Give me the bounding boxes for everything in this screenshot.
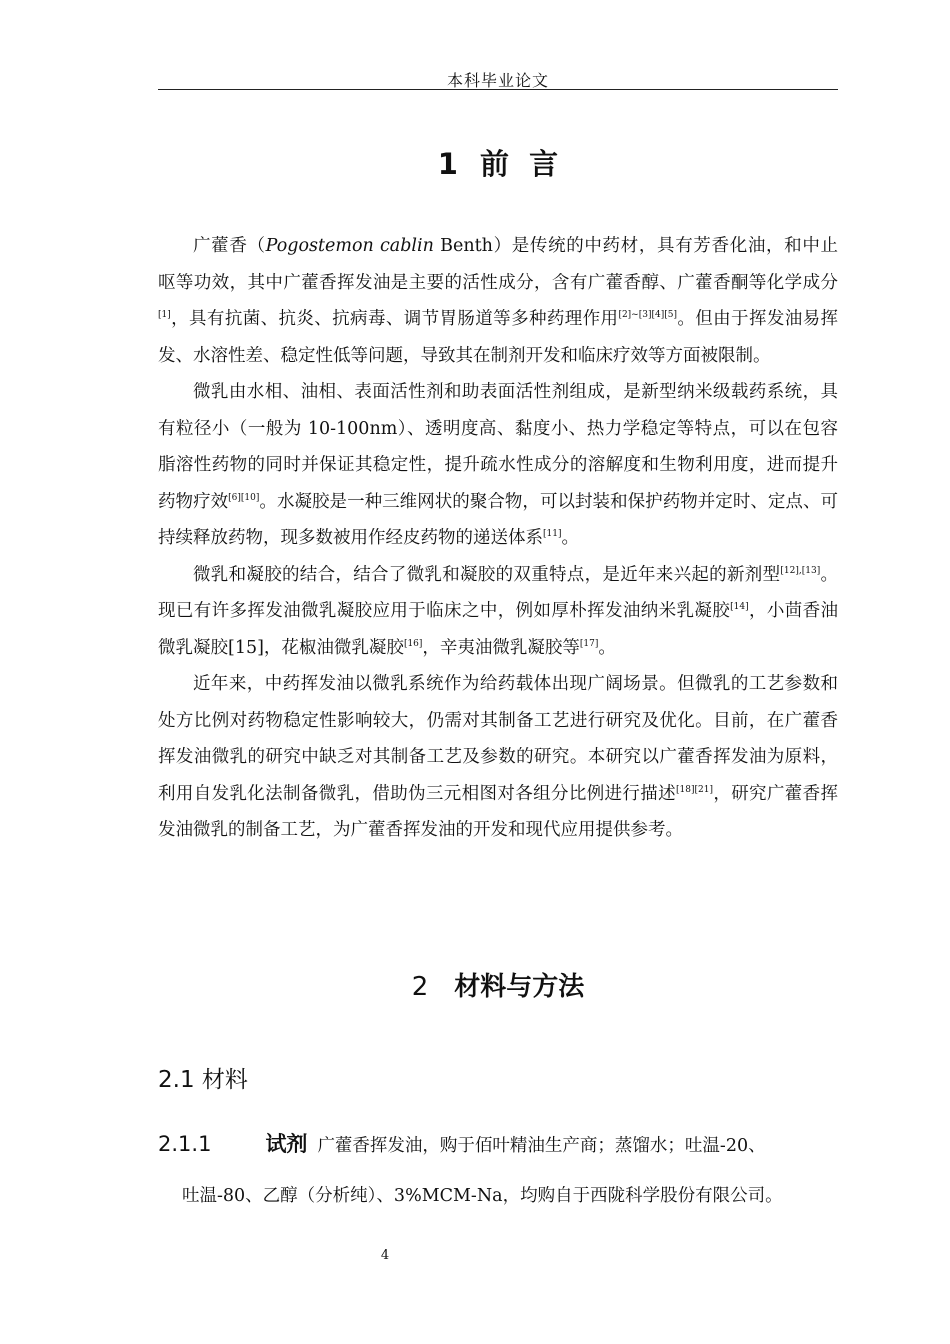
reagents-text-line-2: 吐温-80、乙醇（分析纯）、3%MCM-Na，均购自于西陇科学股份有限公司。	[182, 1186, 783, 1206]
section-1-title: 前 言	[479, 147, 559, 181]
citation: [6][10]	[228, 492, 260, 503]
citation: [12],[13]	[780, 565, 821, 576]
paragraph-4: 近年来，中药挥发油以微乳系统作为给药载体出现广阔场景。但微乳的工艺参数和处方比例对药物稳定性影响较大，仍需对其制备工艺进行研究及优化。目前，在广藿香挥发油微乳的研究中缺乏对其制备工艺及参数的研究。本研究以广藿香挥发油为原料，利用自发乳化法制备微乳，借助伪三元相图对各组分比例进行描述[18][21]，研究广藿香挥发油微乳的制备工艺，为广藿香挥发油的开发和现代应用提供参考。	[158, 674, 839, 840]
section-2-number: 2	[411, 972, 429, 1002]
citation: [18][21]	[676, 784, 713, 795]
paragraph-2: 微乳由水相、油相、表面活性剂和助表面活性剂组成，是新型纳米级载药系统，具有粒径小（一般为 10-100nm）、透明度高、黏度小、热力学稳定等特点，可以在包容脂溶性药物的同时并保证其稳定性，提升疏水性成分的溶解度和生物利用度，进而提升药物疗效[6][10]。水凝胶是一种三维网状的聚合物，可以封装和保护药物并定时、定点、可持续释放药物，现多数被用作经皮药物的递送体系[11]。	[158, 382, 839, 548]
header-rule	[158, 89, 838, 90]
section-2-heading	[158, 966, 838, 1003]
citation: [17]	[579, 638, 599, 649]
citation: [2]~[3][4][5]	[618, 310, 677, 320]
page-number: 4	[380, 1248, 390, 1263]
running-header: 本科毕业论文	[446, 71, 549, 90]
section-2-title: 材料与方法	[454, 972, 585, 1002]
citation: [1]	[158, 310, 171, 320]
section-1-body	[158, 228, 838, 849]
citation: [16]	[403, 638, 423, 649]
paragraph-3: 微乳和凝胶的结合，结合了微乳和凝胶的双重特点，是近年来兴起的新剂型[12],[13]。现已有许多挥发油微乳凝胶应用于临床之中，例如厚朴挥发油纳米乳凝胶[14]，小茴香油微乳凝胶[15]，花椒油微乳凝胶[16]，辛夷油微乳凝胶等[17]。	[158, 564, 839, 658]
subsection-2-1-1-number: 2.1.1	[158, 1132, 212, 1156]
section-1-number: 1	[437, 147, 458, 181]
reagents-text-line-1: 广藿香挥发油，购于佰叶精油生产商；蒸馏水；吐温-20、	[317, 1136, 766, 1156]
latin-name: Pogostemon cablin	[265, 236, 434, 256]
paragraph-1: 广藿香（Pogostemon cablin Benth）是传统的中药材，具有芳香化油，和中止呕等功效，其中广藿香挥发油是主要的活性成分，含有广藿香醇、广藿香酮等化学成分[1]，具有抗菌、抗炎、抗病毒、调节胃肠道等多种药理作用[2]~[3][4][5]。但由于挥发油易挥发、水溶性差、稳定性低等问题，导致其在制剂开发和临床疗效等方面被限制。	[158, 236, 839, 366]
section-1-heading	[158, 142, 838, 183]
citation: [14]	[730, 602, 749, 612]
subsection-2-1-1	[158, 1126, 848, 1214]
citation: [11]	[543, 529, 562, 539]
subsection-2-1-1-label: 试剂	[265, 1132, 308, 1156]
subsection-2-1-heading: 2.1 材料	[158, 1067, 248, 1093]
